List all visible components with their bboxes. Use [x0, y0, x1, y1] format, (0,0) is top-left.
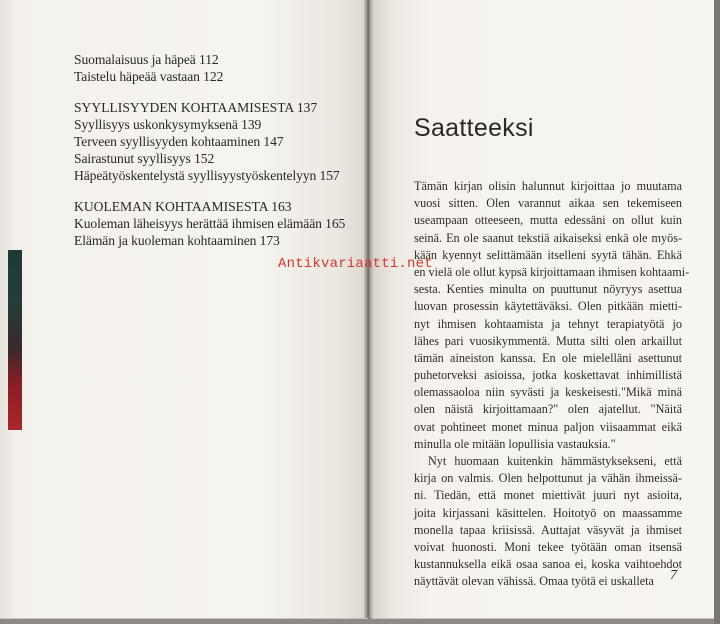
toc-entry: Häpeätyöskentelystä syyllisyystyöskentelyyn 157 [74, 168, 340, 183]
toc-group-1 [74, 51, 345, 85]
toc-entry: Taistelu häpeää vastaan 122 [74, 69, 224, 84]
text-line: ovat pohtineet monet minua paljon viisaammat eikä [414, 419, 682, 434]
book-gutter [364, 0, 374, 618]
chapter-title: Saatteeksi [414, 114, 534, 142]
toc-entry: Elämän ja kuoleman kohtaaminen 173 [74, 233, 280, 248]
toc-entry: Sairastunut syyllisyys 152 [74, 151, 215, 166]
text-line: tämän aineiston kanssa. En ole mielelläni asettunut [414, 350, 682, 365]
text-line: kään kyennyt selittämään itselleni syytä tähän. Ehkä [414, 247, 682, 262]
text-line: kustannuksella eikä osaa sanoa ei, koska vaihtoehdot [414, 557, 682, 572]
text-line: Tämän kirjan olisin halunnut kirjoittaa jo muutama [414, 179, 682, 193]
text-line: luovan prosessin käytettäväksi. Olen pitkään mietti- [414, 299, 682, 314]
text-line: olemassaoloa niin syvästi ja keskeisesti."Mikä minä [414, 385, 682, 400]
text-line: Nyt huomaan kuitenkin hämmästyksekseni, että [428, 454, 682, 468]
text-line: kirja on valmis. Olen helpottunut ja vähän ihmeissä- [414, 471, 682, 486]
right-page-edge [714, 0, 720, 624]
text-line: useampaan otteeseen, mutta edessäni on ollut kuin [414, 213, 682, 228]
text-line: voivat huonosti. Moni tekee työtään oman itsensä [414, 539, 682, 554]
toc-entry: Kuoleman läheisyys herättää ihmisen elämään 165 [74, 216, 346, 231]
toc-entry: Terveen syyllisyyden kohtaaminen 147 [74, 134, 284, 149]
text-line: nyt ihmisen kohtaamista ja tehnyt terapiatyötä jo [414, 316, 682, 331]
toc-entry: Syyllisyys uskonkysymyksenä 139 [74, 117, 262, 132]
text-line: puhetorveksi asioissa, jotka koskettavat inhimillistä [414, 368, 682, 383]
watermark: Antikvariaatti.net [278, 256, 433, 272]
text-line: en vielä ole ollut kypsä kirjoittamaan ihmisen kohtaami- [414, 264, 690, 279]
table-of-contents [74, 51, 345, 263]
page-number: 7 [670, 568, 677, 583]
text-line: olen näistä kirjoittamaan?" olen ajatellut. "Näitä [414, 402, 682, 417]
toc-section-heading: KUOLEMAN KOHTAAMISESTA 163 [74, 199, 292, 214]
cover-color-band [8, 250, 22, 430]
text-line: monella tapaa kriisissä. Auttajat väsyvät ja ihmiset [414, 522, 682, 537]
text-line: lähes pari vuosikymmentä. Mutta silti olen arkaillut [414, 333, 682, 348]
text-line: vuosi sitten. Olen varannut aikaa sen tekemiseen [414, 196, 682, 211]
text-line: sesta. Kenties minulta on puuttunut nöyryys asettua [414, 282, 682, 297]
text-line: minulla ole mitään lopullisia vastauksia." [414, 436, 616, 451]
text-line: seinä. En ole saanut tekstiä aikaiseksi enkä ole myös- [414, 230, 682, 245]
text-line: näyttävät olevan vähissä. Omaa työtä ei uskalleta [414, 574, 654, 589]
text-line: joita kirjassani käsittelen. Hoitotyö on maassamme [414, 505, 682, 520]
toc-section-heading: SYYLLISYYDEN KOHTAAMISESTA 137 [74, 100, 318, 115]
toc-group-3 [74, 198, 345, 249]
toc-entry: Suomalaisuus ja häpeä 112 [74, 52, 219, 67]
text-line: ni. Tiedän, että monet miettivät juuri nyt asioita, [414, 488, 682, 503]
foreword-body-text [414, 178, 690, 591]
toc-group-2 [74, 99, 345, 184]
